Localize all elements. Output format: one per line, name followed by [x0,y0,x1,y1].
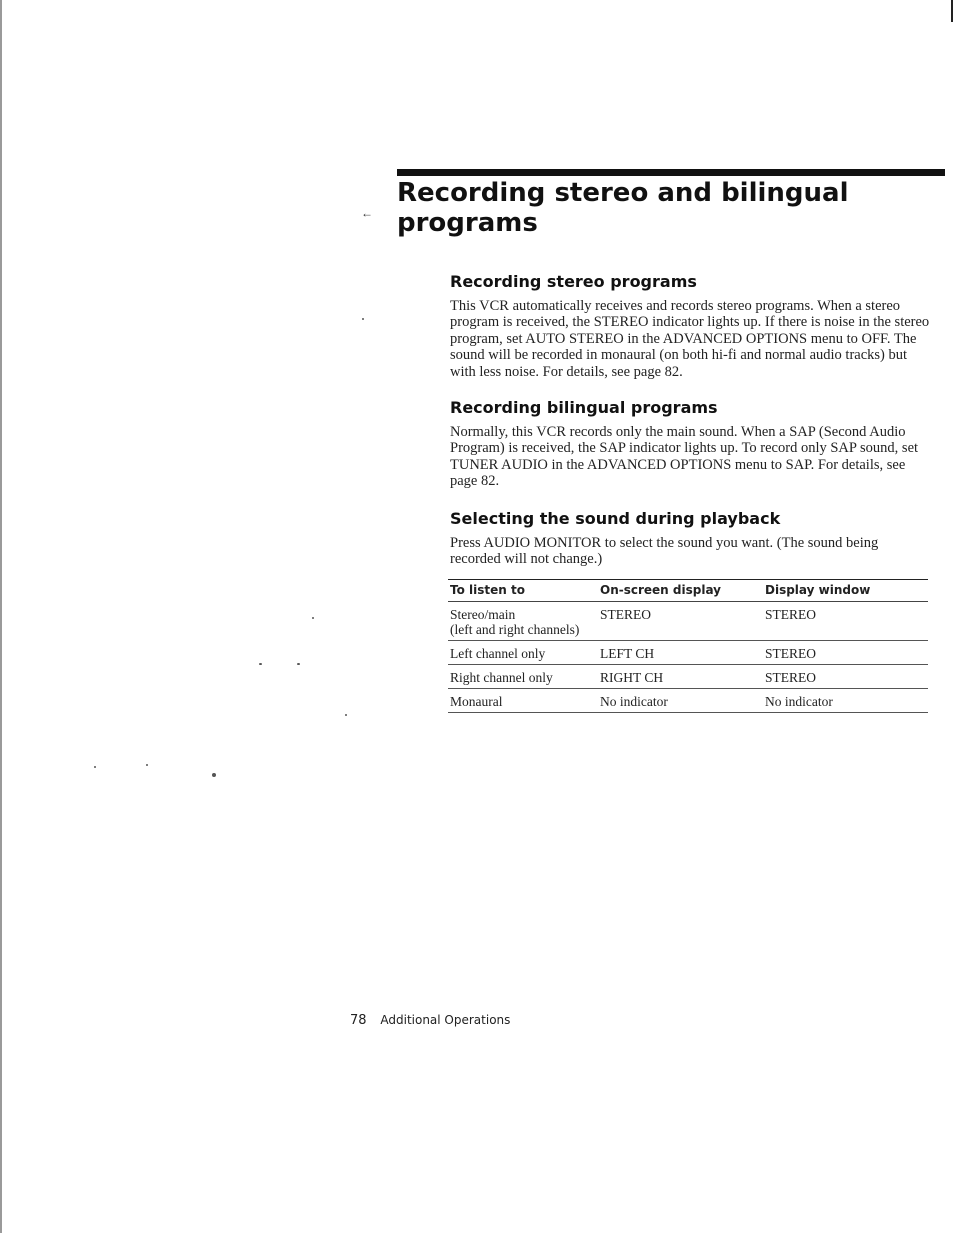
cell-listen: Monaural [448,689,598,713]
cell-listen [448,602,598,641]
scan-speck [362,318,364,320]
page-title: Recording stereo and bilingual programs [397,178,849,238]
cell-listen: Right channel only [448,665,598,689]
cell-listen: Left channel only [448,641,598,665]
cell-window: No indicator [763,689,928,713]
header-to-listen-to: To listen to [448,580,598,602]
cell-onscreen: LEFT CH [598,641,763,665]
table-row [448,689,928,713]
scan-right-mark [951,0,953,22]
cell-onscreen: STEREO [598,602,763,641]
scan-left-edge [0,0,2,1233]
scan-speck [146,764,148,766]
section-selecting-sound [450,509,930,568]
scan-speck [259,663,262,665]
cell-window: STEREO [763,602,928,641]
cell-onscreen: RIGHT CH [598,665,763,689]
scan-speck [345,714,347,716]
footer-section-name: Additional Operations [380,1013,511,1027]
section-heading: Selecting the sound during playback [450,509,781,528]
table-row [448,641,928,665]
cell-window: STEREO [763,641,928,665]
scan-speck [212,773,216,777]
section-heading: Recording stereo programs [450,272,697,291]
title-rule [397,169,945,176]
header-display-window: Display window [763,580,928,602]
cell-listen-sub: (left and right channels) [450,622,580,637]
scan-speck [297,663,300,665]
section-body: Normally, this VCR records only the main sound. When a SAP (Second Audio Program) is received, the SAP indicator lights up. To record only SAP sound, set TUNER AUDIO in the ADVANCED OPTIONS menu to SAP. For details, see page 82. [450,424,919,490]
margin-arrow-icon: ← [361,206,373,220]
table-row [448,665,928,689]
section-recording-stereo [450,272,930,380]
page-footer [350,1013,510,1028]
table-row [448,602,928,641]
cell-onscreen: No indicator [598,689,763,713]
scan-speck [94,766,96,768]
page-number: 78 [350,1013,367,1028]
scan-speck [312,617,314,619]
sound-options-table [448,579,928,713]
cell-window: STEREO [763,665,928,689]
cell-listen-main: Stereo/main [450,607,516,622]
section-heading: Recording bilingual programs [450,398,718,417]
section-recording-bilingual [450,398,930,490]
section-body: This VCR automatically receives and records stereo programs. When a stereo program is received, the STEREO indicator lights up. If there is noise in the stereo program, set AUTO STEREO in the ADVANCED OPTIONS menu to OFF. The sound will be recorded in monaural (on both hi-fi and normal audio tracks) but with less noise. For details, see page 82. [450,298,930,380]
section-body: Press AUDIO MONITOR to select the sound you want. (The sound being recorded will not change.) [450,535,879,568]
header-on-screen-display: On-screen display [598,580,763,602]
table-header-row [448,580,928,602]
